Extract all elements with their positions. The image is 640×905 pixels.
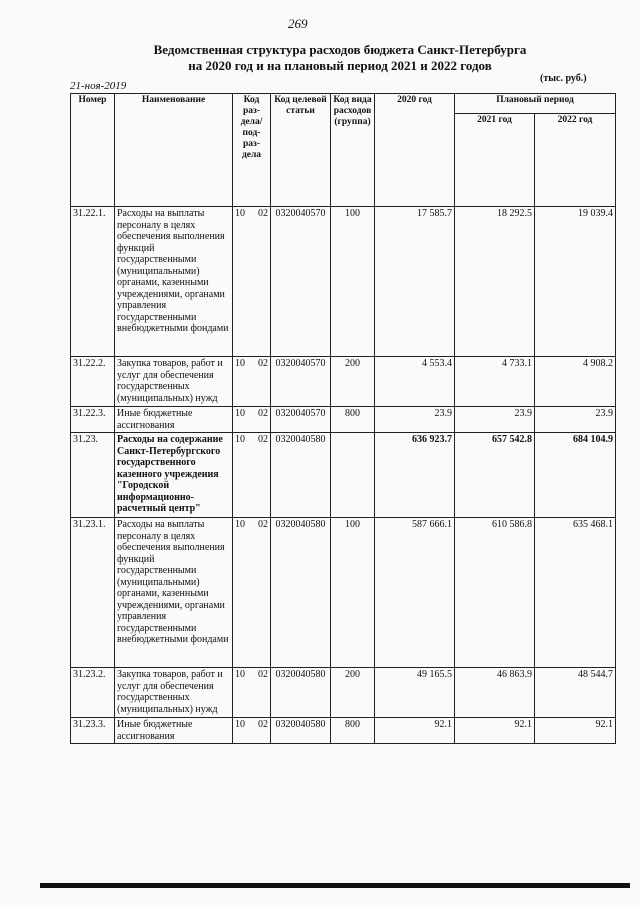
row-section [233,207,271,357]
row-2021: 18 292.5 [455,207,535,357]
row-number: 31.23.3. [71,718,115,744]
row-kind: 200 [331,668,375,718]
row-pr: 02 [258,519,268,530]
header-target: Код целевой статьи [271,94,331,207]
row-2022: 4 908.2 [535,357,616,407]
row-2020: 17 585.7 [375,207,455,357]
row-pr: 02 [258,408,268,419]
row-section [233,433,271,518]
row-2021: 92.1 [455,718,535,744]
row-name: Иные бюджетные ассигнования [115,407,233,433]
row-pr: 02 [258,669,268,680]
row-section [233,518,271,668]
row-2021: 657 542.8 [455,433,535,518]
row-2022: 635 468.1 [535,518,616,668]
page-number: 269 [288,16,308,31]
row-2021: 23.9 [455,407,535,433]
row-name: Расходы на выплаты персоналу в целях обеспечения выполнения функций государственными (муниципальными) органами, казенными учреждениями, органами управления государственными внебюджетными фондами [115,518,233,668]
budget-table [70,93,616,744]
row-rz: 10 [235,408,245,419]
document-date: 21-ноя-2019 [70,80,127,92]
row-name: Закупка товаров, работ и услуг для обеспечения государственных (муниципальных) нужд [115,357,233,407]
row-pr: 02 [258,358,268,369]
row-kind [331,433,375,518]
table-row [71,207,616,357]
header-section: Код раз-дела/ под-раз-дела [233,94,271,207]
row-number: 31.23.2. [71,668,115,718]
row-number: 31.23.1. [71,518,115,668]
table-row [71,407,616,433]
row-name: Расходы на содержание Санкт-Петербургского государственного казенного учреждения "Городской информационно-расчетный центр" [115,433,233,518]
row-2022: 48 544.7 [535,668,616,718]
row-name: Расходы на выплаты персоналу в целях обеспечения выполнения функций государственными (муниципальными) органами, казенными учреждениями, органами управления государственными внебюджетными фондами [115,207,233,357]
row-number: 31.22.2. [71,357,115,407]
row-name: Закупка товаров, работ и услуг для обеспечения государственных (муниципальных) нужд [115,668,233,718]
row-kind: 100 [331,207,375,357]
row-2020: 92.1 [375,718,455,744]
row-rz: 10 [235,669,245,680]
row-target: 0320040580 [271,518,331,668]
table-row [71,718,616,744]
bottom-rule [40,883,630,888]
row-target: 0320040570 [271,357,331,407]
row-rz: 10 [235,719,245,730]
row-2021: 610 586.8 [455,518,535,668]
row-2020: 587 666.1 [375,518,455,668]
header-number: Номер [71,94,115,207]
row-section [233,357,271,407]
row-target: 0320040580 [271,433,331,518]
row-section [233,407,271,433]
row-rz: 10 [235,434,245,445]
row-name: Иные бюджетные ассигнования [115,718,233,744]
title-line-1: Ведомственная структура расходов бюджета Санкт-Петербурга [153,42,527,57]
table-row [71,518,616,668]
row-rz: 10 [235,208,245,219]
row-2022: 684 104.9 [535,433,616,518]
row-rz: 10 [235,358,245,369]
row-2020: 49 165.5 [375,668,455,718]
row-number: 31.23. [71,433,115,518]
header-2020: 2020 год [375,94,455,207]
row-2021: 46 863.9 [455,668,535,718]
header-2021: 2021 год [455,114,535,207]
title-line-2: на 2020 год и на плановый период 2021 и 2022 годов [188,58,492,73]
row-pr: 02 [258,719,268,730]
row-2022: 19 039.4 [535,207,616,357]
table-row [71,357,616,407]
header-name: Наименование [115,94,233,207]
row-section [233,718,271,744]
header-kind: Код вида расходов (группа) [331,94,375,207]
row-rz: 10 [235,519,245,530]
row-kind: 800 [331,407,375,433]
row-2020: 4 553.4 [375,357,455,407]
header-2022: 2022 год [535,114,616,207]
units-label: (тыс. руб.) [540,73,587,84]
table-row [71,668,616,718]
row-kind: 100 [331,518,375,668]
row-pr: 02 [258,434,268,445]
row-2022: 23.9 [535,407,616,433]
row-target: 0320040570 [271,407,331,433]
row-2021: 4 733.1 [455,357,535,407]
row-number: 31.22.1. [71,207,115,357]
row-number: 31.22.3. [71,407,115,433]
document-title [130,42,550,74]
header-planned: Плановый период [455,94,616,114]
row-target: 0320040580 [271,718,331,744]
row-2022: 92.1 [535,718,616,744]
table-row [71,433,616,518]
row-kind: 800 [331,718,375,744]
row-pr: 02 [258,208,268,219]
row-section [233,668,271,718]
row-target: 0320040570 [271,207,331,357]
row-target: 0320040580 [271,668,331,718]
row-2020: 636 923.7 [375,433,455,518]
row-2020: 23.9 [375,407,455,433]
row-kind: 200 [331,357,375,407]
